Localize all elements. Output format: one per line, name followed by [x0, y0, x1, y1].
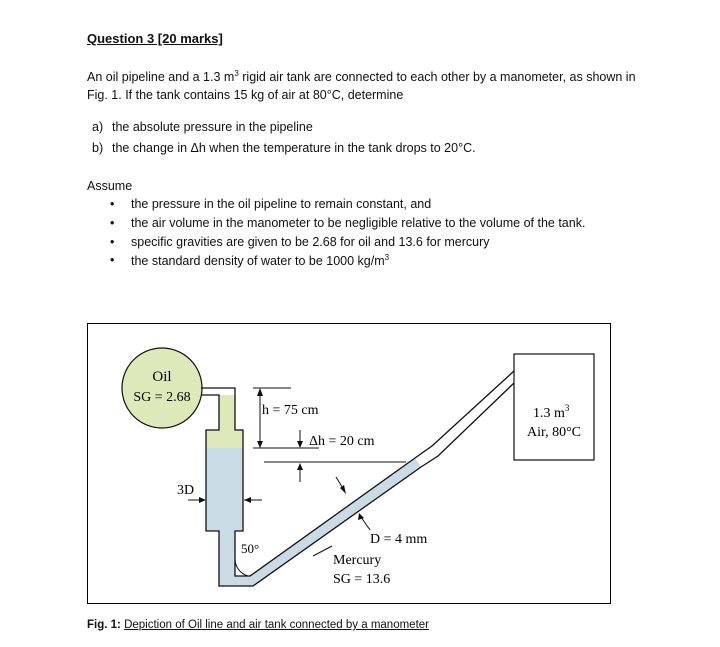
mercury-left-leg — [206, 448, 421, 586]
d-arrow-up-icon — [358, 513, 364, 520]
assume-bullet-1: the pressure in the oil pipeline to remain constant, and — [131, 197, 432, 211]
d-arrow-down-icon — [340, 485, 346, 494]
part-b — [92, 141, 476, 155]
tank-volume-sup: 3 — [564, 403, 570, 413]
caption-text: Depiction of Oil line and air tank connected by a manometer — [124, 619, 429, 631]
assume-bullet-marker: • — [110, 253, 115, 267]
3d-arrow-left-icon — [244, 497, 251, 503]
part-a-text: the absolute pressure in the pipeline — [112, 120, 313, 134]
assume-bullet-3: specific gravities are given to be 2.68 for oil and 13.6 for mercury — [131, 235, 490, 249]
intro-unit-sup: 3 — [234, 69, 239, 78]
h-arrow-up-icon — [257, 388, 263, 396]
dh-label: Δh = 20 cm — [309, 434, 375, 449]
angle-arc — [235, 559, 248, 576]
assume-bullet-marker: • — [110, 235, 115, 249]
mercury-label: Mercury — [333, 553, 382, 568]
figure-caption — [87, 619, 429, 631]
part-b-text: the change in Δh when the temperature in the tank drops to 20°C. — [112, 141, 476, 155]
question-intro — [87, 65, 647, 104]
manometer-figure — [87, 323, 611, 604]
intro-after-unit: rigid air tank are connected to each other by a manometer, as shown in Fig. 1. If the tank contains 15 kg of air at 80°C, determine — [87, 70, 636, 103]
tank-volume-text: 1.3 m — [533, 406, 565, 421]
dh-arrow-down-icon — [297, 441, 303, 448]
caption-label: Fig. 1: — [87, 619, 121, 631]
d-arrow-bottom-shaft — [361, 517, 370, 530]
3d-label: 3D — [177, 483, 195, 498]
oil-sg-label: SG = 2.68 — [133, 390, 191, 405]
oil-label: Oil — [152, 369, 172, 385]
manometer-diagram — [88, 324, 612, 605]
angle-label: 50° — [241, 541, 260, 556]
assume-bullet-4-text: the standard density of water to be 1000 kg/m — [131, 254, 385, 269]
dh-arrow-up-icon — [297, 463, 303, 470]
question-title: Question 3 [20 marks] — [87, 31, 223, 46]
mercury-leader-line — [313, 546, 332, 556]
tank-volume-label — [533, 403, 570, 421]
h-arrow-down-icon — [257, 441, 263, 448]
assume-bullet-2: the air volume in the manometer to be negligible relative to the volume of the tank. — [131, 216, 586, 230]
h-label: h = 75 cm — [262, 403, 319, 418]
mercury-sg-label: SG = 13.6 — [333, 572, 391, 587]
part-b-marker: b) — [92, 141, 104, 155]
assume-bullet-4 — [131, 253, 389, 268]
assume-bullet-4-sup: 3 — [384, 253, 390, 262]
oil-column — [206, 395, 243, 448]
assume-heading: Assume — [87, 179, 133, 193]
3d-arrow-right-icon — [199, 497, 206, 503]
assume-bullet-marker: • — [110, 216, 115, 230]
d-label: D = 4 mm — [370, 532, 428, 547]
assume-bullet-marker: • — [110, 197, 115, 211]
tank-air-label: Air, 80°C — [526, 425, 582, 440]
part-a — [92, 120, 313, 134]
oil-pipeline-circle — [122, 348, 202, 428]
part-a-marker: a) — [92, 120, 104, 134]
intro-before-unit: An oil pipeline and a 1.3 m — [87, 70, 235, 85]
